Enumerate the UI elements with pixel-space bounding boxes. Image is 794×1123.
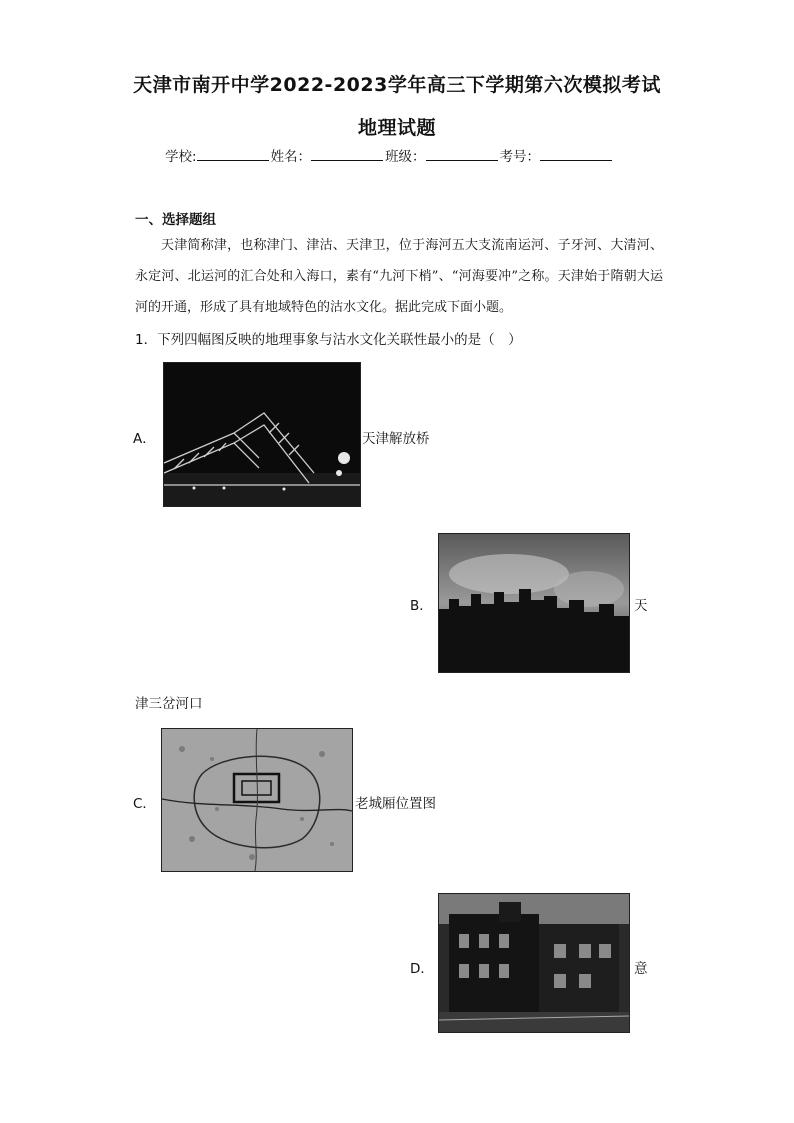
student-info-row: [165, 145, 614, 165]
bridge-night-image: [164, 363, 360, 506]
option-c-letter[interactable]: C．: [133, 796, 156, 812]
option-a-caption: 天津解放桥: [362, 431, 430, 447]
section-heading: 一、选择题组: [135, 212, 216, 228]
class-blank: [426, 146, 498, 161]
option-b-letter[interactable]: B．: [410, 598, 433, 614]
exam-number-blank: [540, 146, 612, 161]
river-junction-skyline-image: [439, 534, 629, 672]
option-d-caption: 意: [634, 961, 648, 977]
option-c-photo: [161, 728, 353, 872]
option-b-caption-end: 津三岔河口: [135, 696, 203, 712]
option-b-caption-start: 天: [634, 598, 648, 614]
exam-number-label: 考号：: [499, 149, 541, 165]
school-label: 学校:: [165, 149, 197, 165]
name-blank: [311, 146, 383, 161]
option-b-photo: [438, 533, 630, 673]
option-c-caption: 老城厢位置图: [355, 796, 436, 812]
page-title: 天津市南开中学2022-2023学年高三下学期第六次模拟考试: [133, 74, 661, 96]
question-1-text: 1．下列四幅图反映的地理事象与沽水文化关联性最小的是（ ）: [135, 332, 522, 348]
school-blank: [197, 146, 269, 161]
historic-building-image: [439, 894, 629, 1032]
option-d-photo: [438, 893, 630, 1033]
passage-text: 天津简称津，也称津门、津沽、天津卫，位于海河五大支流南运河、子牙河、大清河、永定河、北运河的汇合处和入海口，素有“九河下梢”、“河海要冲”之称。天津始于隋朝大运河的开通，形成了具有地域特色的沽水文化。据此完成下面小题。: [135, 238, 663, 315]
reading-passage: [135, 230, 663, 323]
page-subtitle: 地理试题: [357, 117, 436, 139]
option-d-letter[interactable]: D．: [410, 961, 434, 977]
option-a-letter[interactable]: A．: [133, 431, 156, 447]
option-a-photo: [163, 362, 361, 507]
class-label: 班级：: [385, 149, 426, 165]
old-city-location-map-image: [162, 729, 352, 871]
name-label: 姓名：: [270, 149, 312, 165]
